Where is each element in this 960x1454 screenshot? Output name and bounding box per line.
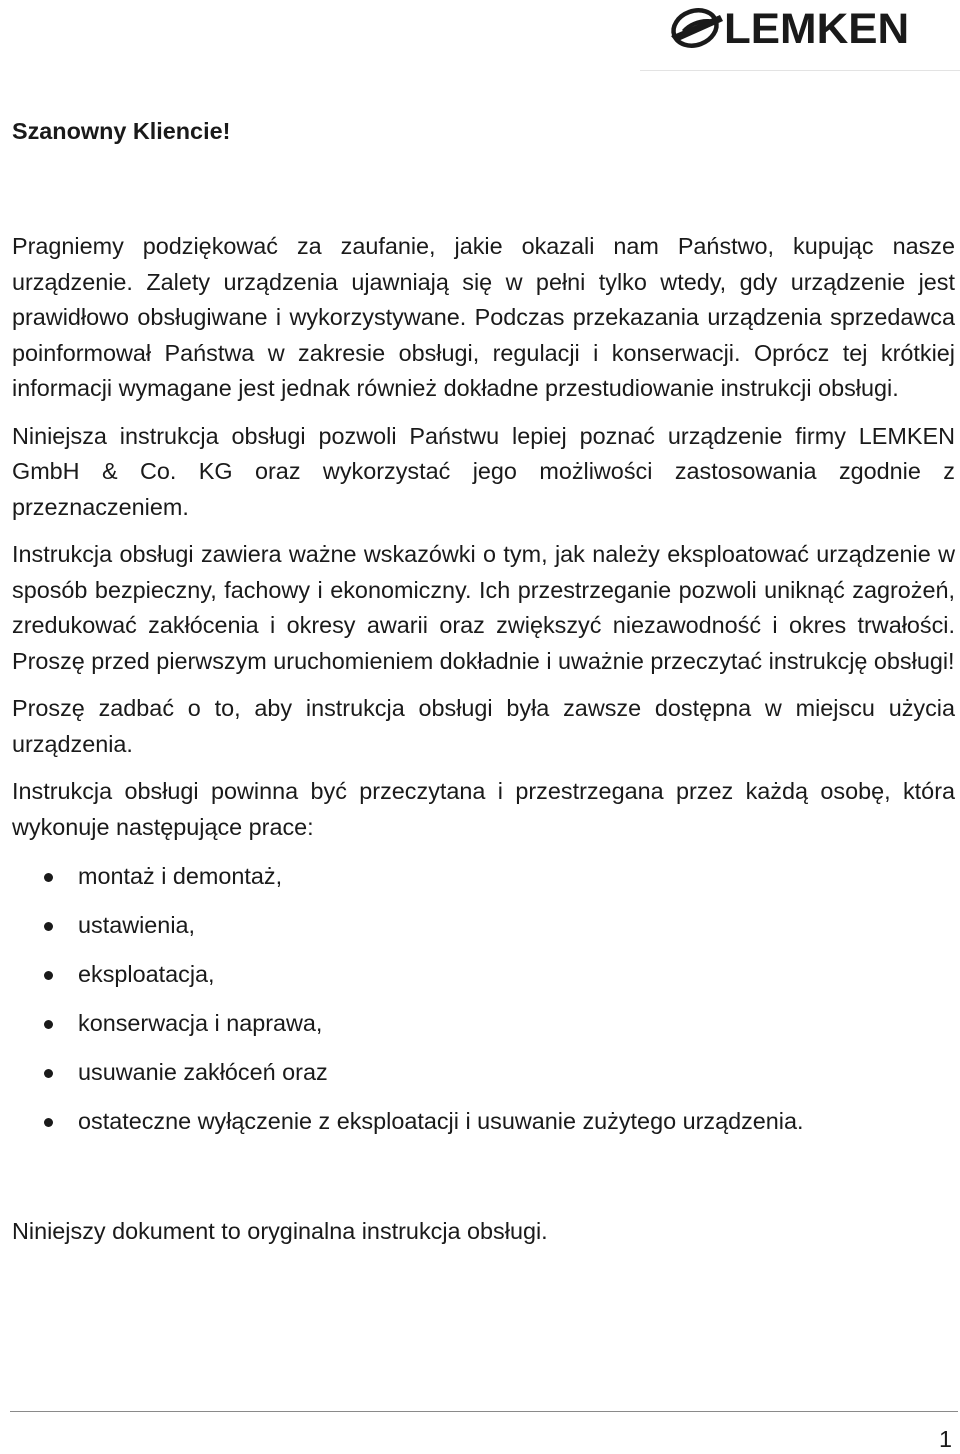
header-divider bbox=[640, 70, 960, 71]
audience-paragraph: Instrukcja obsługi powinna być przeczytana i przestrzegana przez każdą osobę, która wykonuje następujące prace: bbox=[12, 778, 955, 840]
purpose-paragraph: Niniejsza instrukcja obsługi pozwoli Państwu lepiej poznać urządzenie firmy LEMKEN GmbH & Co. KG oraz wykorzystać jego możliwości zastosowania zgodnie z przeznaczeniem. bbox=[12, 422, 955, 520]
original-document-note: Niniejszy dokument to oryginalna instrukcja obsługi. bbox=[12, 1218, 548, 1244]
list-item-text: konserwacja i naprawa, bbox=[78, 1010, 323, 1036]
page-header bbox=[640, 0, 960, 72]
list-item-text: ustawienia, bbox=[78, 912, 196, 938]
list-item bbox=[12, 1104, 955, 1153]
list-item-text: ostateczne wyłączenie z eksploatacji i usuwanie zużytego urządzenia. bbox=[78, 1108, 804, 1134]
page-number: 1 bbox=[938, 1426, 952, 1452]
safety-paragraph: Instrukcja obsługi zawiera ważne wskazówki o tym, jak należy eksploatować urządzenie w sposób bezpieczny, fachowy i ekonomiczny. Ich przestrzeganie pozwoli uniknąć zagrożeń, zredukować zakłócenia i okresy awarii oraz zwiększyć niezawodność i okres trwałości. Proszę przed pierwszym uruchomieniem dokładnie i uważnie przeczytać instrukcję obsługi! bbox=[12, 541, 955, 674]
list-item-text: eksploatacja, bbox=[78, 961, 215, 987]
greeting-heading: Szanowny Kliencie! bbox=[12, 118, 231, 144]
intro-paragraph: Pragniemy podziękować za zaufanie, jakie okazali nam Państwo, kupując nasze urządzenie. Zalety urządzenia ujawniają się w pełni tylko wtedy, gdy urządzenie jest prawidłowo obsługiwane i wykorzystywane. Podczas przekazania urządzenia sprzedawca poinformował Państwa w zakresie obsługi, regulacji i konserwacji. Oprócz tej krótkiej informacji wymagane jest jednak również dokładne przestudiowanie instrukcji obsługi. bbox=[12, 233, 955, 401]
list-item bbox=[12, 908, 955, 957]
list-item-text: montaż i demontaż, bbox=[78, 863, 283, 889]
list-item bbox=[12, 957, 955, 1006]
bullet-icon bbox=[44, 971, 53, 980]
logo-wordmark: LEMKEN bbox=[724, 5, 910, 53]
footer-divider bbox=[10, 1411, 958, 1412]
bullet-icon bbox=[44, 1020, 53, 1029]
bullet-icon bbox=[44, 873, 53, 882]
list-item bbox=[12, 1006, 955, 1055]
lemken-logo bbox=[668, 4, 950, 54]
bullet-icon bbox=[44, 1118, 53, 1127]
list-item-text: usuwanie zakłóceń oraz bbox=[78, 1059, 328, 1085]
bullet-icon bbox=[44, 922, 53, 931]
list-item bbox=[12, 1055, 955, 1104]
bullet-icon bbox=[44, 1069, 53, 1078]
availability-paragraph: Proszę zadbać o to, aby instrukcja obsługi była zawsze dostępna w miejscu użycia urządzenia. bbox=[12, 695, 955, 757]
task-list bbox=[12, 859, 955, 1153]
lemken-emblem-icon bbox=[668, 6, 726, 50]
list-item bbox=[12, 859, 955, 908]
letter-body bbox=[12, 114, 955, 1250]
